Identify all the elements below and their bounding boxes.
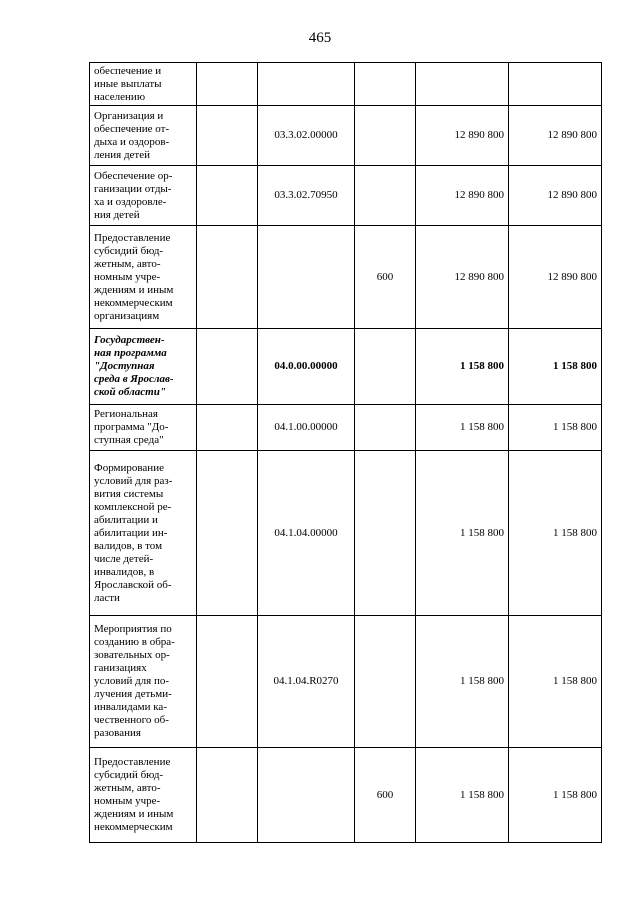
row-amount-1	[416, 616, 509, 748]
row-amount-2-text: 1 158 800	[553, 675, 597, 687]
row-target-code	[258, 616, 355, 748]
row-expense-type-text: 600	[376, 788, 394, 801]
budget-table-body	[90, 63, 602, 843]
row-expense-type	[355, 166, 416, 226]
row-expense-type	[355, 226, 416, 329]
row-name	[90, 616, 197, 748]
row-amount-2-text: 12 890 800	[547, 189, 597, 201]
row-expense-type	[355, 405, 416, 451]
row-amount-2	[509, 616, 602, 748]
row-amount-1	[416, 329, 509, 405]
table-row	[90, 616, 602, 748]
row-amount-2	[509, 106, 602, 166]
table-row	[90, 329, 602, 405]
row-name	[90, 226, 197, 329]
row-amount-2-text: 1 158 800	[553, 360, 597, 372]
row-target-code-text: 03.3.02.70950	[274, 189, 338, 201]
row-target-code	[258, 106, 355, 166]
row-name-text: Предоставление субсидий бюд- жетным, авто- номным учре- ждениям и иным некоммерческим	[94, 756, 174, 833]
row-amount-1	[416, 451, 509, 616]
row-expense-type	[355, 329, 416, 405]
row-amount-1-text: 1 158 800	[460, 788, 504, 801]
row-target-code-text: 04.1.04.00000	[274, 526, 338, 539]
row-target-code	[258, 405, 355, 451]
row-name	[90, 63, 197, 106]
row-amount-1	[416, 405, 509, 451]
row-name	[90, 106, 197, 166]
row-name-text: Формирование условий для раз- вития системы комплексной ре- абилитации и абилитации ин- валидов, в том числе детей- инвалидов, в Ярославской об- ласти	[94, 461, 173, 604]
table-row	[90, 166, 602, 226]
row-amount-2-text: 1 158 800	[553, 526, 597, 539]
row-amount-2	[509, 63, 602, 106]
row-target-code-text: 03.3.02.00000	[274, 129, 338, 141]
row-expense-type	[355, 748, 416, 843]
row-empty-cell	[197, 166, 258, 226]
row-target-code	[258, 226, 355, 329]
row-name-text: Региональная программа "До- ступная среда"	[94, 408, 169, 446]
row-amount-1	[416, 106, 509, 166]
row-expense-type-text: 600	[376, 270, 394, 283]
row-amount-1-text: 12 890 800	[454, 270, 504, 283]
row-empty-cell	[197, 451, 258, 616]
row-name-text: Мероприятия по созданию в обра- зовательных ор- ганизациях условий для по- лучения детьми- инвалидами ка- чественного об- разования	[94, 623, 175, 739]
row-amount-1	[416, 226, 509, 329]
row-empty-cell	[197, 616, 258, 748]
row-amount-1-text: 1 158 800	[460, 675, 504, 687]
row-amount-1-text: 1 158 800	[460, 526, 504, 539]
row-empty-cell	[197, 329, 258, 405]
row-name-text: Организация и обеспечение от- дыха и оздоров- ления детей	[94, 109, 170, 161]
row-empty-cell	[197, 63, 258, 106]
row-amount-2-text: 12 890 800	[547, 129, 597, 141]
table-row	[90, 748, 602, 843]
row-amount-1-text: 1 158 800	[460, 360, 504, 372]
row-expense-type	[355, 616, 416, 748]
row-name-text: обеспечение и иные выплаты населению	[94, 64, 162, 103]
row-amount-1	[416, 748, 509, 843]
row-name	[90, 329, 197, 405]
table-row	[90, 451, 602, 616]
row-amount-2	[509, 405, 602, 451]
row-target-code	[258, 451, 355, 616]
row-target-code	[258, 329, 355, 405]
row-target-code-text: 04.1.00.00000	[274, 421, 338, 433]
row-empty-cell	[197, 106, 258, 166]
table-row	[90, 63, 602, 106]
row-amount-2-text: 1 158 800	[553, 788, 597, 801]
row-empty-cell	[197, 405, 258, 451]
row-amount-2	[509, 329, 602, 405]
budget-table	[89, 62, 602, 843]
row-name-text: Обеспечение ор- ганизации отды- ха и оздоровле- ния детей	[94, 169, 173, 221]
row-amount-1-text: 12 890 800	[454, 189, 504, 201]
row-amount-1	[416, 63, 509, 106]
row-name	[90, 748, 197, 843]
row-target-code-text: 04.0.00.00000	[274, 360, 338, 372]
row-amount-2-text: 1 158 800	[553, 421, 597, 433]
row-name-text: Предоставление субсидий бюд- жетным, авто- номным учре- ждениям и иным некоммерческим организациям	[94, 231, 174, 322]
row-amount-1-text: 12 890 800	[454, 129, 504, 141]
row-amount-1	[416, 166, 509, 226]
table-row	[90, 226, 602, 329]
row-empty-cell	[197, 226, 258, 329]
row-amount-2-text: 12 890 800	[547, 270, 597, 283]
page-number: 465	[308, 30, 332, 46]
row-empty-cell	[197, 748, 258, 843]
row-amount-2	[509, 748, 602, 843]
row-name	[90, 451, 197, 616]
row-name-text: Государствен- ная программа "Доступная среда в Ярослав- ской области"	[94, 334, 174, 398]
row-target-code	[258, 748, 355, 843]
row-target-code-text: 04.1.04.R0270	[273, 675, 339, 687]
row-name	[90, 405, 197, 451]
row-name	[90, 166, 197, 226]
row-expense-type	[355, 451, 416, 616]
row-expense-type	[355, 63, 416, 106]
row-amount-1-text: 1 158 800	[460, 421, 504, 433]
table-row	[90, 106, 602, 166]
row-expense-type	[355, 106, 416, 166]
row-amount-2	[509, 451, 602, 616]
row-amount-2	[509, 226, 602, 329]
table-row	[90, 405, 602, 451]
row-target-code	[258, 166, 355, 226]
row-target-code	[258, 63, 355, 106]
row-amount-2	[509, 166, 602, 226]
